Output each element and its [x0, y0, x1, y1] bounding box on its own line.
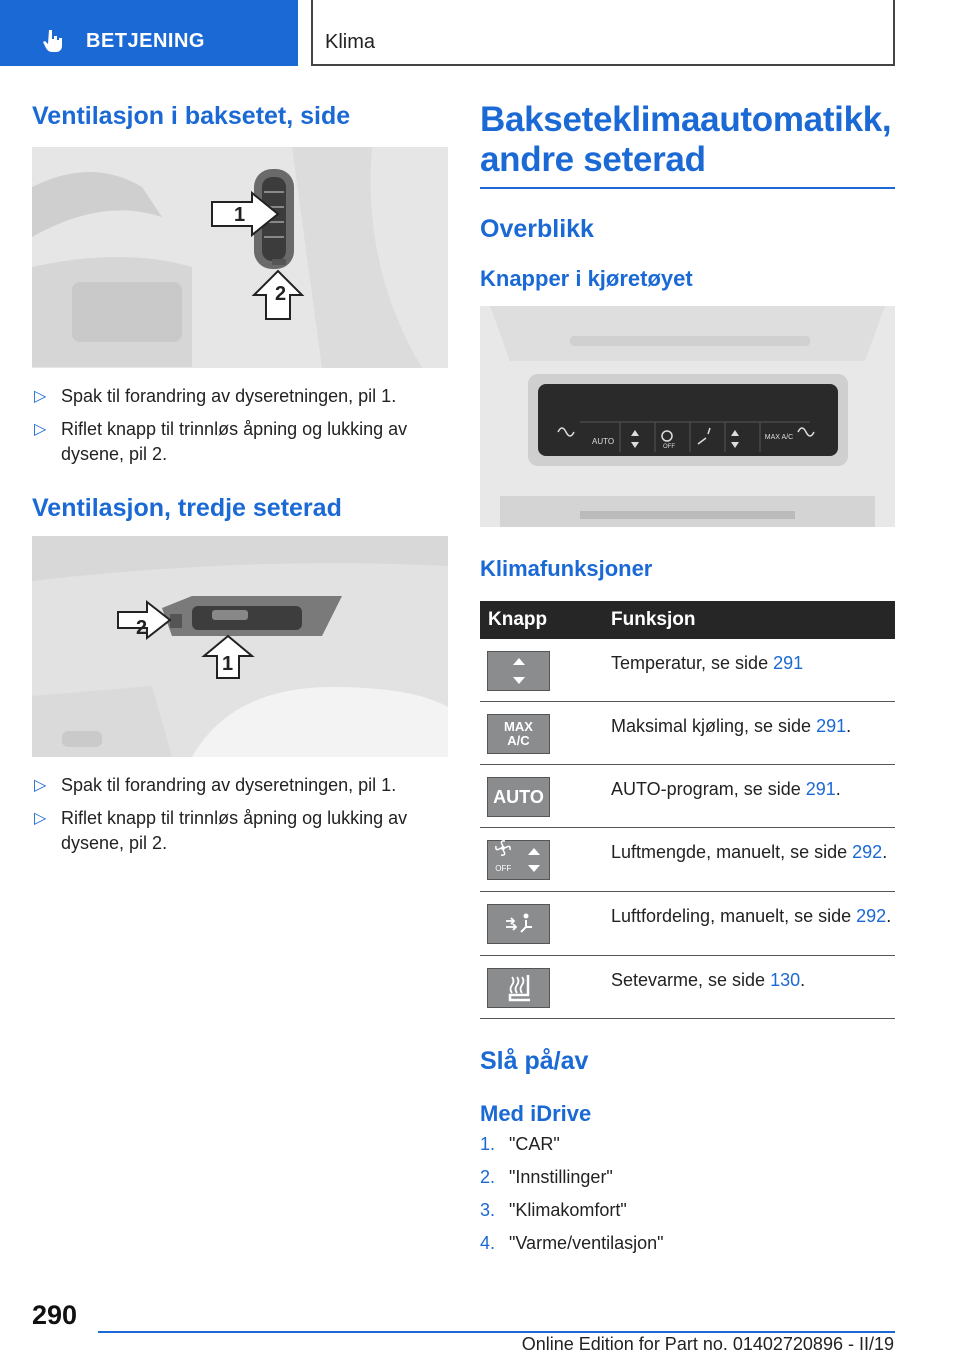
function-text: Luftfordeling, manuelt, se side 292. [603, 892, 895, 956]
list-item: ▷ Spak til forandring av dyseretningen, pil 1. [32, 384, 448, 409]
triangle-bullet-icon: ▷ [34, 387, 47, 405]
chapter-title: Klima [325, 31, 376, 53]
heading-climate-functions: Klimafunksjoner [480, 555, 653, 581]
page-link[interactable]: 292 [852, 842, 883, 863]
table-row [480, 828, 895, 892]
triangle-bullet-icon: ▷ [34, 777, 47, 794]
page-number: 290 [32, 1300, 78, 1330]
max-ac-icon: MAX A/C [487, 714, 550, 754]
photo2-label-2: 2 [136, 617, 148, 639]
list-item: 3. "Klimakomfort" [480, 1200, 627, 1221]
page-link[interactable]: 292 [856, 906, 887, 927]
panel-label-max-ac: MAX A/C [764, 433, 794, 441]
side-vent-list [32, 384, 448, 467]
heading-overview: Overblikk [480, 214, 594, 243]
page-link[interactable]: 291 [816, 716, 847, 737]
photo2-label-1: 1 [222, 653, 234, 675]
panel-label-auto: AUTO [592, 436, 615, 446]
chapter-header-box [311, 0, 895, 66]
panel-label-off: OFF [663, 443, 675, 450]
third-row-vent-list [32, 773, 448, 856]
list-item: ▷ Riflet knapp til trinnløs åpning og lukking av dysene, pil 2. [34, 418, 408, 464]
edition-text: Online Edition for Part no. 01402720896 - II/19 [521, 1334, 894, 1354]
footer-divider [98, 1331, 895, 1333]
left-column [32, 100, 448, 864]
triangle-bullet-icon: ▷ [34, 420, 47, 438]
function-text: Setevarme, se side 130. [603, 956, 895, 1019]
temperature-arrows-icon [487, 651, 550, 691]
photo1-label-2: 2 [275, 282, 287, 305]
page-link[interactable]: 291 [805, 779, 836, 800]
side-vent-photo [32, 147, 448, 368]
hand-pointer-icon [40, 28, 66, 54]
section-title: BETJENING [86, 30, 205, 52]
heading-on-off: Slå på/av [480, 1047, 589, 1076]
page-link[interactable]: 130 [770, 970, 801, 991]
column-header-button: Knapp [480, 601, 603, 639]
heading-idrive: Med iDrive [480, 1100, 592, 1126]
page-title: Bakseteklimaautomatikk, andre seterad [480, 100, 892, 180]
table-row [480, 956, 895, 1019]
list-item: 1. "CAR" [480, 1134, 560, 1155]
photo1-label-1: 1 [234, 203, 246, 226]
right-column [480, 100, 895, 1260]
table-row [480, 892, 895, 956]
section-tab [0, 0, 298, 66]
heading-buttons: Knapper i kjøretøyet [480, 266, 693, 291]
third-row-vent-photo [32, 536, 448, 757]
list-item: 2. "Innstillinger" [480, 1167, 613, 1188]
seat-heating-icon [487, 968, 550, 1008]
title-divider [480, 187, 895, 189]
table-row [480, 639, 895, 702]
function-text: Temperatur, se side 291 [603, 639, 895, 702]
column-header-function: Funksjon [603, 601, 895, 639]
function-text: Luftmengde, manuelt, se side 292. [603, 828, 895, 892]
list-item: 4. "Varme/ventilasjon" [480, 1233, 664, 1254]
climate-functions-table [480, 601, 895, 1019]
function-text: AUTO-program, se side 291. [603, 765, 895, 828]
auto-icon: AUTO [487, 777, 550, 817]
heading-third-row-vent: Ventilasjon, tredje seterad [32, 493, 342, 522]
idrive-steps [480, 1128, 895, 1260]
list-item: ▷ Riflet knapp til trinnløs åpning og lukking av dysene, pil 2. [34, 808, 408, 853]
triangle-bullet-icon: ▷ [34, 810, 47, 827]
function-text: Maksimal kjøling, se side 291. [603, 702, 895, 765]
page-link[interactable]: 291 [773, 653, 804, 674]
heading-side-vent: Ventilasjon i baksetet, side [32, 102, 351, 130]
table-row [480, 702, 895, 765]
fan-off-icon: OFF [487, 840, 550, 880]
climate-panel-photo [480, 306, 895, 527]
air-distribution-icon [487, 904, 550, 944]
table-row [480, 765, 895, 828]
list-item: ▷ Spak til forandring av dyseretningen, pil 1. [32, 773, 448, 798]
